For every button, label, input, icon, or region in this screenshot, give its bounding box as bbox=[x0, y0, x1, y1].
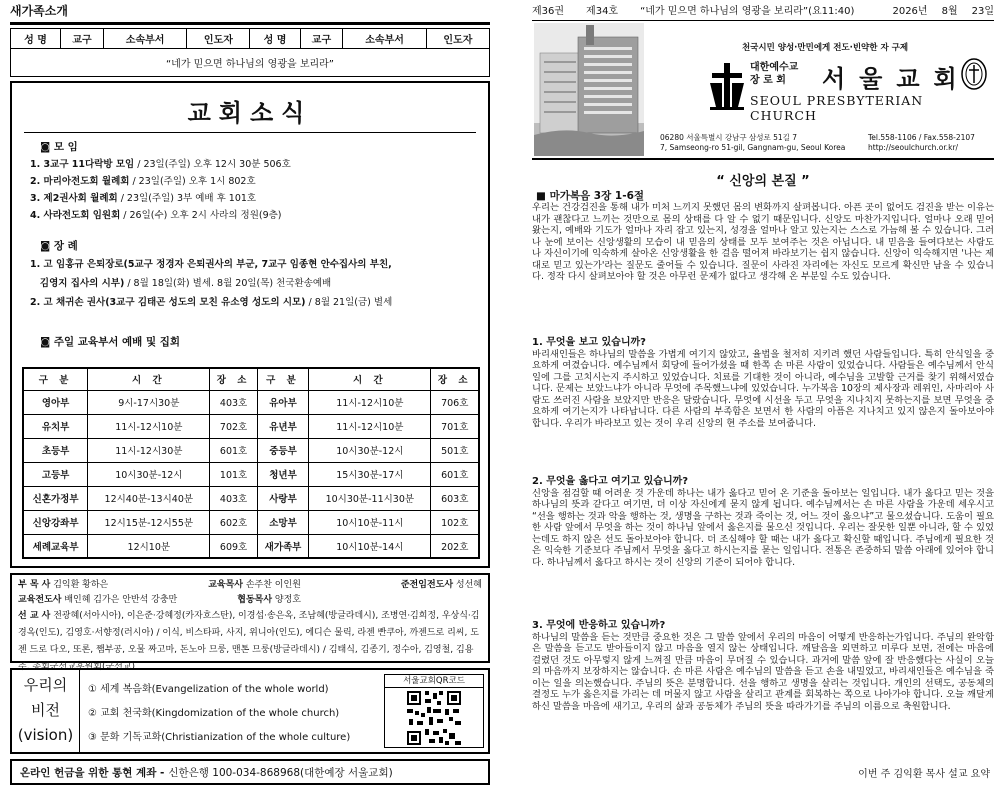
issue-day: 23일 bbox=[971, 5, 994, 17]
phone-fax: Tel.558-1106 / Fax.558-2107 bbox=[868, 133, 975, 142]
table-row bbox=[23, 510, 479, 534]
edu-cell: 403호 bbox=[210, 486, 257, 510]
newcomer-header-cell: 인도자 bbox=[426, 29, 489, 49]
edu-cell: 12시40분-13시40분 bbox=[88, 486, 210, 510]
theme-verse: “네가 믿으면 하나님의 영광을 보리라” bbox=[166, 59, 334, 70]
denomination-line: 장 로 회 bbox=[750, 75, 786, 86]
volume: 제36권 bbox=[532, 5, 565, 17]
vision-item: ③ 문화 기독교화(Christianization of the whole culture) bbox=[88, 732, 351, 743]
edu-cell: 601호 bbox=[210, 438, 257, 462]
staff-names: 김익환 황하은 bbox=[50, 580, 109, 590]
meeting-item bbox=[30, 207, 488, 224]
vision-list bbox=[88, 678, 378, 750]
newcomer-section-title: 새가족소개 bbox=[10, 4, 68, 18]
offering-account bbox=[10, 759, 490, 785]
qr-code-box[interactable] bbox=[384, 674, 484, 748]
edu-cell: 10시10분-14시 bbox=[309, 534, 431, 558]
edu-cell: 사랑부 bbox=[257, 486, 309, 510]
vision-item: ② 교회 천국화(Kingdomization of the whole church) bbox=[88, 708, 340, 719]
edu-header-cell: 장 소 bbox=[210, 368, 257, 390]
address-korean: 06280 서울특별시 강남구 삼성로 51길 7 bbox=[660, 133, 798, 142]
meeting-name: 4. 사라전도회 임원회 bbox=[30, 210, 121, 221]
issue-header bbox=[532, 0, 994, 18]
sermon-intro: 우리는 건강검진을 통해 내가 미처 느끼지 못했던 몸의 변화까지 살펴봅니다. 아픈 곳이 없어도 검진을 받는 이유는 내가 괜찮다고 느끼는 것만으로 몸의 상태를 다 알 수 없기 때문입니다. 신앙도 마찬가지입니다. 얼마나 오래 믿어왔는지, 예배와 기도가 얼마나 자리 잡고 있는지, 성경을 얼마나 알고 있는지는 스스로 가늠해 볼 수 있습니다. 그러나 눈에 보이는 신앙생활의 모습이 내 믿음의 상태를 모두 보여주는 것은 아닙니다. 내 믿음을 들여다보는 사람도 나 자신이기에 익숙하게 살아온 신앙생활을 한 걸음 떨어져 바라보기는 쉽지 않습니다. 신앙이 익숙해지면 '나는 제대로 믿고 있는가'라는 질문도 줄어들 수 있습니다. 질문이 사라진 자리에는 자신도 모르게 확신만 남을 수 있습니다. 정작 다시 살펴보아야 할 것은 아무런 문제가 없다고 생각해 온 부분일 수도 있습니다. bbox=[532, 202, 994, 282]
denomination bbox=[750, 61, 798, 87]
website-link[interactable]: http://seoulchurch.or.kr/ bbox=[868, 143, 959, 152]
edu-header-cell: 구 분 bbox=[23, 368, 88, 390]
edu-cell: 11시-12시30분 bbox=[88, 438, 210, 462]
staff-entry bbox=[18, 578, 108, 593]
staff-role: 준전임전도사 bbox=[400, 580, 454, 590]
church-contact bbox=[868, 133, 975, 153]
sermon-section bbox=[532, 620, 994, 712]
edu-cell: 10시30분-12시 bbox=[309, 438, 431, 462]
scripture-passage: ■ 마가복음 3장 1-6절 bbox=[536, 190, 645, 202]
vision-label-line: 우리의 bbox=[23, 676, 68, 694]
sermon-signature: 이번 주 김익환 목사 설교 요약 bbox=[858, 769, 990, 780]
newcomer-header-cell: 소속부서 bbox=[343, 29, 426, 49]
edu-cell: 청년부 bbox=[257, 462, 309, 486]
staff-entry bbox=[401, 578, 482, 593]
edu-heading: ◙ 주일 교육부서 예배 및 집회 bbox=[40, 336, 181, 348]
edu-cell: 403호 bbox=[210, 390, 257, 414]
table-row bbox=[23, 414, 479, 438]
edu-cell: 세례교육부 bbox=[23, 534, 88, 558]
edu-cell: 101호 bbox=[210, 462, 257, 486]
address-english: 7, Samseong-ro 51-gil, Gangnam-gu, Seoul Korea bbox=[660, 143, 846, 152]
emblem-icon bbox=[960, 57, 988, 91]
funeral-name: 김영지 집사의 시부) bbox=[30, 278, 125, 289]
edu-cell: 602호 bbox=[210, 510, 257, 534]
funeral-item bbox=[30, 255, 488, 274]
theme-verse-box bbox=[10, 49, 490, 77]
edu-cell: 11시-12시10분 bbox=[88, 414, 210, 438]
sermon-section bbox=[532, 337, 994, 429]
left-page bbox=[10, 0, 490, 795]
church-building-photo bbox=[534, 23, 644, 156]
church-slogan: 천국시민 양성·만민에게 전도·빈약한 자 구제 bbox=[741, 43, 909, 53]
edu-cell: 10시10분-11시 bbox=[309, 510, 431, 534]
edu-cell: 새가족부 bbox=[257, 534, 309, 558]
staff-names: 양정호 bbox=[272, 595, 301, 605]
funeral-item bbox=[30, 274, 488, 293]
section-heading: 2. 무엇을 옳다고 여기고 있습니까? bbox=[532, 476, 689, 487]
edu-cell: 유아부 bbox=[257, 390, 309, 414]
masthead bbox=[532, 20, 994, 160]
staff-role: 협동목사 bbox=[237, 595, 273, 605]
edu-cell: 10시30분-11시30분 bbox=[309, 486, 431, 510]
edu-cell: 9시-17시30분 bbox=[88, 390, 210, 414]
edu-cell: 신혼가정부 bbox=[23, 486, 88, 510]
vision-item: ① 세계 복음화(Evangelization of the whole world) bbox=[88, 684, 329, 695]
staff-names: 배인혜 김가은 안반석 강충만 bbox=[61, 595, 178, 605]
section-text: 하나님의 말씀을 듣는 것만큼 중요한 것은 그 말씀 앞에서 우리의 마음이 어떻게 반응하는가입니다. 주님의 완악함은 말씀을 듣고도 받아들이지 않고 마음을 열지 않는 상태입니다. 깨달음을 외면하고 미루다 보면, 전에는 마음에 걸렸던 것도 아무렇지 않게 느껴질 만큼 마음이 무뎌질 수 있습니다. 과거에 말씀 앞에 잘 반응했다는 사실이 오늘의 마음까지 보장하지는 않습니다. 손 마른 사람은 예수님의 말씀을 듣고 손을 내밀었고, 바리새인들은 예수님을 죽이는 일을 의논했습니다. 주님의 뜻은 분명합니다. 선을 행하고 생명을 살리는 것입니다. 개인의 선택도, 공동체의 결정도 누가 옳은지를 가리는 데 머물지 않고 사람을 살리고 관계를 회복하는 쪽으로 나아가야 합니다. 오늘 깨달게 하신 말씀을 마음에 새기고, 우리의 삶과 공동체가 주님의 뜻을 따라가기를 주님의 이름으로 축원합니다. bbox=[532, 631, 994, 712]
staff-names: 손주찬 이인원 bbox=[243, 580, 301, 590]
table-row bbox=[23, 438, 479, 462]
edu-cell: 603호 bbox=[431, 486, 479, 510]
edu-cell: 15시30분-17시 bbox=[309, 462, 431, 486]
edu-cell: 102호 bbox=[431, 510, 479, 534]
meeting-detail: / 23일(주일) 오후 12시 30분 506호 bbox=[134, 159, 291, 170]
section-heading: 1. 무엇을 보고 있습니까? bbox=[532, 337, 646, 348]
meeting-item bbox=[30, 190, 488, 207]
meeting-name: 2. 마리아전도회 월례회 bbox=[30, 176, 130, 187]
meeting-detail: / 26일(수) 오후 2시 사라의 정원(9층) bbox=[120, 210, 282, 221]
staff-names: 성선혜 bbox=[453, 580, 482, 590]
issue-month: 8월 bbox=[941, 5, 958, 17]
edu-cell: 영아부 bbox=[23, 390, 88, 414]
staff-entry bbox=[237, 593, 301, 608]
sermon-section bbox=[532, 476, 994, 568]
meeting-detail: / 23일(주일) 3부 예배 후 101호 bbox=[117, 193, 257, 204]
staff-entry bbox=[18, 593, 177, 608]
qr-label: 서울교회QR코드 bbox=[385, 675, 483, 688]
right-page bbox=[532, 0, 994, 795]
church-name-english: SEOUL PRESBYTERIAN CHURCH bbox=[750, 93, 924, 123]
edu-cell: 12시10분 bbox=[88, 534, 210, 558]
edu-cell: 11시-12시10분 bbox=[309, 414, 431, 438]
qr-code-icon[interactable] bbox=[405, 689, 463, 747]
edu-cell: 609호 bbox=[210, 534, 257, 558]
edu-cell: 701호 bbox=[431, 414, 479, 438]
vision-label bbox=[12, 670, 80, 752]
edu-cell: 중등부 bbox=[257, 438, 309, 462]
newcomer-header-cell: 성 명 bbox=[250, 29, 300, 49]
edu-cell: 501호 bbox=[431, 438, 479, 462]
account-label: 온라인 헌금을 위한 통현 계좌 - bbox=[20, 766, 165, 779]
staff-box bbox=[10, 573, 490, 672]
newcomer-header-cell: 교구 bbox=[300, 29, 343, 49]
vision-box bbox=[10, 668, 490, 754]
sermon-title: “ 신앙의 본질 ” bbox=[716, 174, 810, 189]
funeral-detail: / 8월 21일(금) 별세 bbox=[305, 297, 393, 308]
funeral-detail: / 8월 18일(화) 별세. 8월 20일(목) 천국환송예배 bbox=[124, 278, 332, 289]
header-verse: “네가 믿으면 하나님의 영광을 보리라”(요11:40) bbox=[640, 5, 855, 17]
divider bbox=[24, 132, 476, 133]
edu-cell: 유년부 bbox=[257, 414, 309, 438]
newcomer-header-cell: 인도자 bbox=[187, 29, 250, 49]
missionary-label: 선 교 사 bbox=[18, 611, 51, 621]
edu-cell: 10시30분-12시 bbox=[88, 462, 210, 486]
edu-cell: 초등부 bbox=[23, 438, 88, 462]
meeting-name: 3. 제2권사회 월례회 bbox=[30, 193, 118, 204]
edu-header-cell: 구 분 bbox=[257, 368, 309, 390]
meeting-item bbox=[30, 173, 488, 190]
missionary-text: 전광혜(서아시아), 이은준·강혜정(카자흐스탄), 이경섭·송은옥, 조남혜(방글라데시), 조병연·김희정, 우상식·김경옥(인도), 김영호·서향정(러시아) / 이식, 비스타파, 사지, 위니아(인도), 에디슨 물릭, 라젠 빤쿠아, 까젠드로 리씨, 도젠 드로 다오, 또론, 쨈부공, 오물 짜고마, 돈노아 므룽, 맨톤 므룽(방글라데시) / 김태식, 김종기, 정수아, 김영철, 김용주, 총회군선교후원회(군선교) bbox=[18, 611, 480, 672]
section-heading: 3. 무엇에 반응하고 있습니까? bbox=[532, 620, 666, 631]
newcomer-header-cell: 성 명 bbox=[11, 29, 61, 49]
meeting-detail: / 23일(주일) 오후 1시 802호 bbox=[129, 176, 256, 187]
church-name: 서울교회 bbox=[822, 64, 971, 93]
edu-cell: 601호 bbox=[431, 462, 479, 486]
denomination-line: 대한예수교 bbox=[750, 62, 799, 73]
funeral-name: 1. 고 임홍규 은퇴장로(5교구 정경자 은퇴권사의 부군, 7교구 임종현 안수집사의 부친, bbox=[30, 259, 392, 270]
church-address bbox=[660, 133, 845, 153]
edu-cell: 706호 bbox=[431, 390, 479, 414]
edu-header-cell: 시 간 bbox=[309, 368, 431, 390]
edu-header-cell: 장 소 bbox=[431, 368, 479, 390]
edu-cell: 11시-12시10분 bbox=[309, 390, 431, 414]
table-row bbox=[23, 486, 479, 510]
edu-cell: 702호 bbox=[210, 414, 257, 438]
edu-cell: 신앙강좌부 bbox=[23, 510, 88, 534]
staff-entry bbox=[208, 578, 301, 593]
staff-role: 교육목사 bbox=[208, 580, 243, 590]
newcomer-header-cell: 교구 bbox=[61, 29, 104, 49]
funeral-item bbox=[30, 293, 488, 312]
edu-schedule-table bbox=[22, 367, 480, 559]
news-title: 교회소식 bbox=[187, 98, 313, 127]
staff-role: 부 목 사 bbox=[18, 580, 51, 590]
newcomer-table bbox=[10, 28, 490, 49]
staff-role: 교육전도사 bbox=[18, 595, 62, 605]
issue-number: 제34호 bbox=[586, 5, 619, 17]
funeral-heading: ◙ 장 례 bbox=[40, 240, 78, 252]
meeting-heading: ◙ 모 임 bbox=[40, 141, 78, 153]
section-text: 신앙을 점검할 때 어려운 것 가운데 하나는 내가 옳다고 믿어 온 기준을 돌아보는 일입니다. 내가 옳다고 믿는 것을 하나님의 뜻과 같다고 여기면, 더 이상 자신에게 묻지 않게 됩니다. 예수님께서는 손 마른 사람을 가운데 세우시고 “선을 행하는 것과 악을 행하는 것, 생명을 구하는 것과 죽이는 것, 어느 것이 옳으냐”고 물으셨습니다. 도움이 필요한 사람 앞에서 무엇을 하는 것이 하나님 앞에서 옳은지를 물으신 것입니다. 우리는 잘못한 일뿐 아니라, 할 수 있었는데도 하지 않은 선도 돌아보아야 합니다. 더 조심해야 할 때는 내가 옳다고 확신할 때입니다. 주님에게 필요한 것은 익숙한 기준보다 주님께서 무엇을 옳다고 하시는지를 묻는 일입니다. 전통은 존중하되 말씀 아래에 있어야 합니다. 하나님께서 옳다고 하시는 것이 신앙의 기준이 되어야 합니다. bbox=[532, 487, 994, 568]
edu-header-cell: 시 간 bbox=[88, 368, 210, 390]
table-row bbox=[23, 462, 479, 486]
vision-label-line: 비전 bbox=[31, 701, 60, 719]
table-row bbox=[23, 390, 479, 414]
church-news-box bbox=[10, 81, 490, 568]
edu-cell: 소망부 bbox=[257, 510, 309, 534]
table-row bbox=[23, 534, 479, 558]
meeting-item bbox=[30, 156, 488, 173]
issue-year: 2026년 bbox=[892, 5, 928, 17]
vision-label-line: (vision) bbox=[17, 726, 74, 744]
edu-cell: 고등부 bbox=[23, 462, 88, 486]
edu-cell: 유치부 bbox=[23, 414, 88, 438]
divider-bar bbox=[10, 22, 490, 25]
edu-cell: 12시15분-12시55분 bbox=[88, 510, 210, 534]
edu-cell: 202호 bbox=[431, 534, 479, 558]
section-text: 바리새인들은 하나님의 말씀을 가볍게 여기지 않았고, 율법을 철저히 지키려 했던 사람들입니다. 특히 안식일을 중요하게 여겼습니다. 예수님께서 회당에 들어가셨을 때 한쪽 손 마른 사람이 있었습니다. 사람들은 예수님께서 안식일에 그를 고치시는지 주시하고 있었습니다. 치료를 기대한 것이 아니라, 예수님을 고발할 근거를 찾기 위해서였습니다. 문제는 보았느냐가 아니라 무엇에 주목했느냐에 있었습니다. 누가복음 10장의 제사장과 레위인, 사마리아 사람도 쓰러진 사람을 보았지만 반응은 달랐습니다. 무엇에 시선을 두고 무엇을 지나치지 못하는지를 보면 무엇을 중요하게 여기는지가 나타납니다. 다른 사람의 부족함은 보면서 한 사람의 아픔은 지나치고 있지 않은지 돌아보아야 합니다. 우리가 바라보고 있는 것이 우리 신앙의 현 주소를 보여줍니다. bbox=[532, 348, 994, 429]
funeral-name: 2. 고 채귀손 권사(3교구 김태곤 성도의 모친 유소영 성도의 시모) bbox=[30, 297, 306, 308]
meeting-name: 1. 3교구 11다락방 모임 bbox=[30, 159, 135, 170]
account-number: 신한은행 100-034-868968(대한예장 서울교회) bbox=[168, 766, 393, 779]
newcomer-header-cell: 소속부서 bbox=[103, 29, 186, 49]
